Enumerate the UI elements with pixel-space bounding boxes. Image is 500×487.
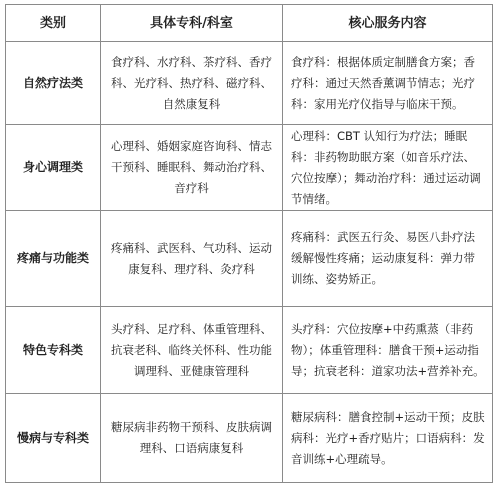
specialties-cell: 食疗科、水疗科、茶疗科、香疗科、光疗科、热疗科、磁疗科、自然康复科 [101, 42, 283, 125]
header-specialties: 具体专科/科室 [101, 5, 283, 42]
category-cell: 慢病与专科类 [6, 394, 101, 483]
category-cell: 身心调理类 [6, 125, 101, 211]
specialties-cell: 糖尿病非药物干预科、皮肤病调理科、口语病康复科 [101, 394, 283, 483]
specialties-cell: 疼痛科、武医科、气功科、运动康复科、理疗科、灸疗科 [101, 211, 283, 307]
services-cell: 疼痛科：武医五行灸、易医八卦疗法缓解慢性疼痛；运动康复科：弹力带训练、姿势矫正。 [283, 211, 493, 307]
service-table-container [5, 4, 492, 478]
services-cell: 糖尿病科：膳食控制+运动干预；皮肤病科：光疗+香疗贴片；口语病科：发音训练+心理疏导。 [283, 394, 493, 483]
table-row [6, 307, 493, 394]
table-row [6, 211, 493, 307]
services-cell: 食疗科：根据体质定制膳食方案；香疗科：通过天然香薰调节情志；光疗科：家用光疗仪指导与临床干预。 [283, 42, 493, 125]
specialties-cell: 头疗科、足疗科、体重管理科、抗衰老科、临终关怀科、性功能调理科、亚健康管理科 [101, 307, 283, 394]
table-header-row [6, 5, 493, 42]
category-cell: 自然疗法类 [6, 42, 101, 125]
category-cell: 特色专科类 [6, 307, 101, 394]
category-cell: 疼痛与功能类 [6, 211, 101, 307]
services-cell: 心理科：CBT 认知行为疗法；睡眠科：非药物助眠方案（如音乐疗法、穴位按摩）；舞动治疗科：通过运动调节情绪。 [283, 125, 493, 211]
header-services: 核心服务内容 [283, 5, 493, 42]
header-category: 类别 [6, 5, 101, 42]
services-cell: 头疗科：穴位按摩+中药熏蒸（非药物）；体重管理科：膳食干预+运动指导；抗衰老科：道家功法+营养补充。 [283, 307, 493, 394]
table-row [6, 125, 493, 211]
specialties-cell: 心理科、婚姻家庭咨询科、情志干预科、睡眠科、舞动治疗科、音疗科 [101, 125, 283, 211]
service-table [5, 4, 493, 483]
table-row [6, 42, 493, 125]
table-row [6, 394, 493, 483]
